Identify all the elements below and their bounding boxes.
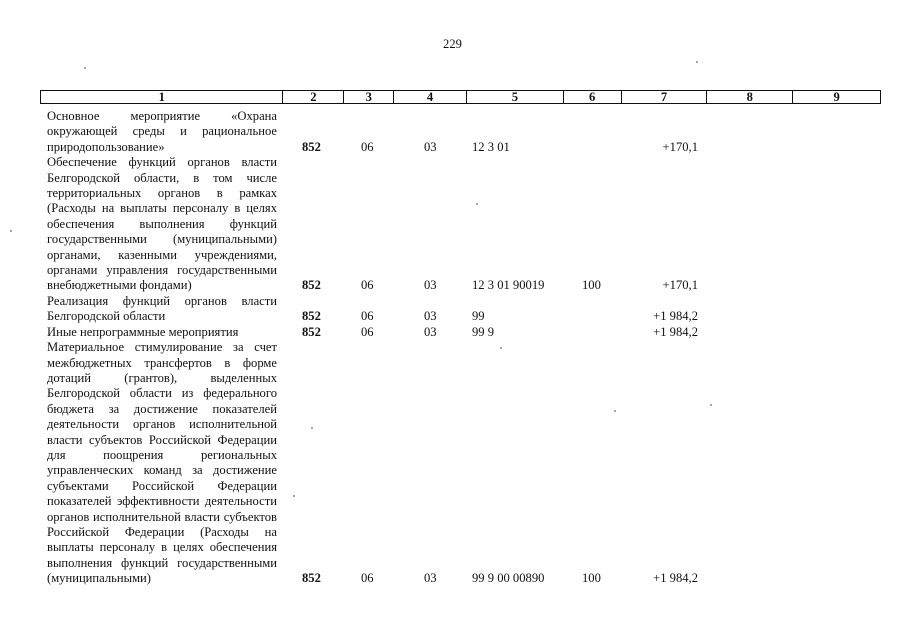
row-vr: 100: [582, 571, 601, 586]
row-csr: 99 9: [472, 324, 495, 339]
scan-speck: [710, 404, 712, 406]
row-sum: +1 984,2: [653, 324, 698, 339]
row-ved: 852: [302, 139, 321, 154]
row-pr: 03: [424, 324, 437, 339]
row-description: Реализация функций органов власти Белгородской области: [47, 293, 277, 324]
header-col-7: 7: [622, 91, 708, 103]
row-csr: 12 3 01: [472, 139, 510, 154]
header-col-5: 5: [467, 91, 564, 103]
row-ved: 852: [302, 324, 321, 339]
header-col-3: 3: [344, 91, 394, 103]
row-description: Обеспечение функций органов власти Белгородской области, в том числе территориальных органов в рамках (Расходы на выплаты персоналу в целях обеспечения выполнения функций государственными (муниципальными) органами, казенными учреждениями, органами управления государственными внебюджетными фондами): [47, 155, 277, 293]
row-csr: 12 3 01 90019: [472, 278, 545, 293]
row-pr: 03: [424, 139, 437, 154]
row-rz: 06: [361, 571, 374, 586]
scan-speck: [84, 67, 86, 69]
row-ved: 852: [302, 278, 321, 293]
row-pr: 03: [424, 278, 437, 293]
table-row: [0, 109, 905, 155]
row-rz: 06: [361, 324, 374, 339]
scan-speck: [476, 203, 478, 205]
row-vr: 100: [582, 278, 601, 293]
scan-speck: [614, 410, 616, 412]
header-col-2: 2: [283, 91, 344, 103]
row-csr: 99 9 00 00890: [472, 571, 545, 586]
row-sum: +170,1: [662, 139, 698, 154]
header-col-4: 4: [394, 91, 467, 103]
table-row: [0, 155, 905, 294]
row-rz: 06: [361, 309, 374, 324]
scan-speck: [500, 347, 502, 349]
row-sum: +1 984,2: [653, 309, 698, 324]
row-pr: 03: [424, 571, 437, 586]
table-row: [0, 340, 905, 587]
row-sum: +170,1: [662, 278, 698, 293]
page-number: 229: [443, 37, 462, 51]
header-col-8: 8: [707, 91, 793, 103]
scan-speck: [311, 427, 313, 429]
table-row: [0, 294, 905, 325]
row-ved: 852: [302, 571, 321, 586]
row-pr: 03: [424, 309, 437, 324]
row-csr: 99: [472, 309, 485, 324]
row-description: Иные непрограммные мероприятия: [47, 324, 239, 339]
row-sum: +1 984,2: [653, 571, 698, 586]
scan-speck: [10, 230, 12, 232]
row-ved: 852: [302, 309, 321, 324]
header-col-6: 6: [564, 91, 622, 103]
table-header: [40, 90, 881, 104]
header-col-9: 9: [833, 90, 840, 104]
row-description: Основное мероприятие «Охрана окружающей среды и рациональное природопользование»: [47, 109, 277, 154]
table-body: [0, 109, 905, 587]
header-col-1: 1: [41, 91, 283, 103]
scan-speck: [293, 495, 295, 497]
row-rz: 06: [361, 278, 374, 293]
row-description: Материальное стимулирование за счет межбюджетных трансфертов в форме дотаций (грантов), выделенных Белгородской области из федерального бюджета за достижение показателей деятельности органов исполнительной власти субъектов Российской Федерации для поощрения региональных управленческих команд за достижение субъектами Российской Федерации показателей эффективности деятельности органов исполнительной власти субъектов Российской Федерации (Расходы на выплаты персоналу в целях обеспечения выполнения функций государственными (муниципальными): [47, 340, 277, 586]
table-row: [0, 325, 905, 340]
row-rz: 06: [361, 139, 374, 154]
scan-speck: [696, 61, 698, 63]
